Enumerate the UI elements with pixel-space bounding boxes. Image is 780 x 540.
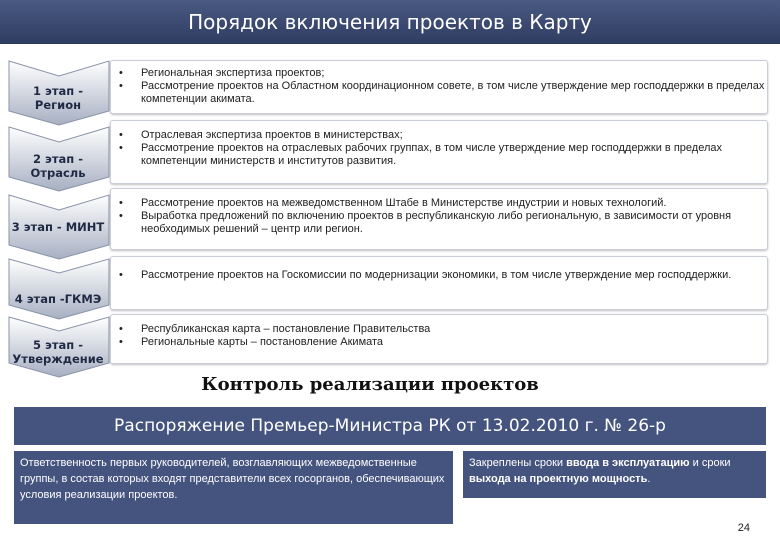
stage-3-bullet: • Рассмотрение проектов на межведомственном Штабе в Министерстве индустрии и новых технологий.	[111, 197, 767, 210]
stage-3-bullet: • Выработка предложений по включению проектов в республиканскую либо региональную, в зависимости от уровня необходимых решений – центр или регион.	[111, 210, 767, 236]
responsibility-box: Ответственность первых руководителей, возглавляющих межведомственные группы, в состав которых входят представители всех госорганов, обеспечивающих условия реализации проектов.	[14, 451, 453, 524]
stage-3-chevron	[8, 194, 110, 260]
stage-2-label: 2 этап - Отрасль	[30, 152, 86, 180]
stage-2-box	[110, 120, 768, 184]
deadlines-prefix: Закреплены сроки	[469, 457, 567, 469]
deadlines-suffix: .	[647, 473, 651, 485]
stage-5-chevron	[8, 316, 110, 378]
stage-1-bullet: • Региональная экспертиза проектов;	[111, 67, 767, 80]
stage-2-bullet: • Рассмотрение проектов на отраслевых рабочих группах, в том числе утверждение мер господдержки в пределах компетенции министерств и институтов развития.	[111, 142, 767, 168]
stage-5-label: 5 этап - Утверждение	[12, 338, 104, 366]
stage-2-chevron	[8, 126, 110, 192]
stage-1-box	[110, 60, 768, 114]
decree-banner: Распоряжение Премьер-Министра РК от 13.02.2010 г. № 26-р	[14, 407, 766, 445]
stage-4-box	[110, 256, 768, 310]
chevron-shape-icon	[8, 258, 110, 320]
stage-5-box	[110, 314, 768, 364]
stage-4-label: 4 этап -ГКМЭ	[14, 292, 102, 306]
stage-1-chevron	[8, 60, 110, 126]
stage-1-bullet: • Рассмотрение проектов на Областном координационном совете, в том числе утверждение мер господдержки в пределах компетенции акимата.	[111, 80, 767, 106]
stage-2-bullet: • Отраслевая экспертиза проектов в министерствах;	[111, 129, 767, 142]
stage-4-chevron	[8, 258, 110, 320]
deadlines-middle: и сроки	[689, 457, 731, 469]
stage-5-bullet: • Региональные карты – постановление Акимата	[111, 336, 767, 349]
stage-4-bullet: • Рассмотрение проектов на Госкомиссии по модернизации экономики, в том числе утверждение мер господдержки.	[111, 269, 767, 282]
stage-1-label: 1 этап - Регион	[33, 84, 83, 112]
page-number: 24	[737, 522, 750, 534]
stage-3-label: 3 этап - МИНТ	[11, 220, 105, 234]
page-title: Порядок включения проектов в Карту	[188, 10, 592, 34]
stage-3-box	[110, 188, 768, 250]
deadlines-box	[463, 451, 766, 498]
control-heading: Контроль реализации проектов	[201, 374, 539, 395]
deadlines-term-capacity: выхода на проектную мощность	[469, 473, 648, 485]
deadlines-term-commissioning: ввода в эксплуатацию	[566, 457, 690, 469]
stage-5-bullet: • Республиканская карта – постановление Правительства	[111, 323, 767, 336]
